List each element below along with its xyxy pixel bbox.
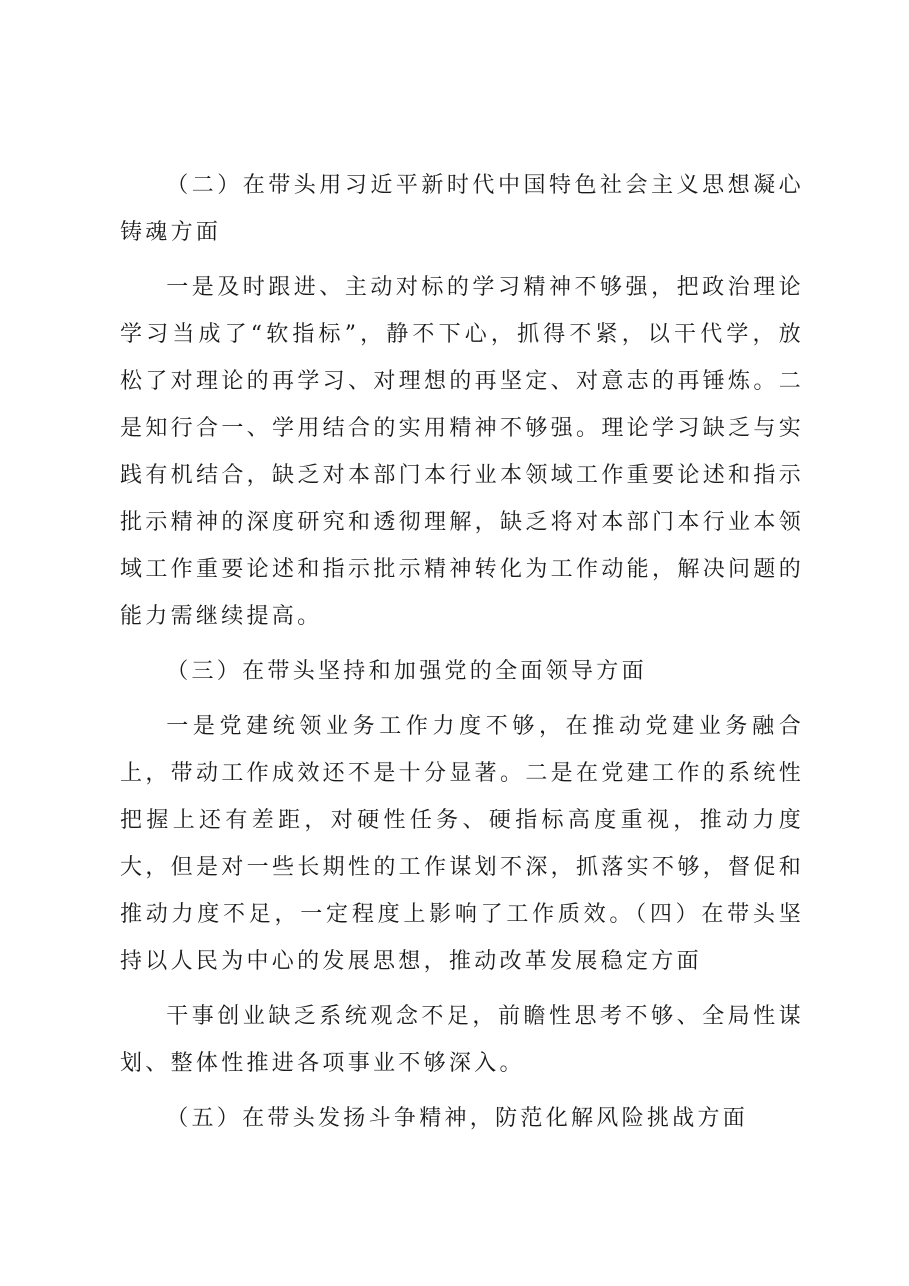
document-body xyxy=(120,162,804,1142)
body-paragraph-3: 干事创业缺乏系统观念不足，前瞻性思考不够、全局性谋划、整体性推进各项事业不够深入。 xyxy=(120,1004,804,1076)
body-paragraph-2: 一是党建统领业务工作力度不够，在推动党建业务融合上，带动工作成效还不是十分显著。二是在党建工作的系统性把握上还有差距，对硬性任务、硬指标高度重视，推动力度大，但是对一些长期性的工作谋划不深，抓落实不够，督促和推动力度不足，一定程度上影响了工作质效。（四）在带头坚持以人民为中心的发展思想，推动改革发展稳定方面 xyxy=(120,714,804,974)
section-heading-5: （五）在带头发扬斗争精神，防范化解风险挑战方面 xyxy=(166,1106,749,1131)
section-heading-2: （二）在带头用习近平新时代中国特色社会主义思想凝心铸魂方面 xyxy=(120,173,804,245)
section-heading-3: （三）在带头坚持和加强党的全面领导方面 xyxy=(166,659,647,684)
body-paragraph-1: 一是及时跟进、主动对标的学习精神不够强，把政治理论学习当成了“软指标”，静不下心，抓得不紧，以干代学，放松了对理论的再学习、对理想的再坚定、对意志的再锤炼。二是知行合一、学用结合的实用精神不够强。理论学习缺乏与实践有机结合，缺乏对本部门本行业本领域工作重要论述和指示批示精神的深度研究和透彻理解，缺乏将对本部门本行业本领域工作重要论述和指示批示精神转化为工作动能，解决问题的能力需继续提高。 xyxy=(120,275,804,629)
